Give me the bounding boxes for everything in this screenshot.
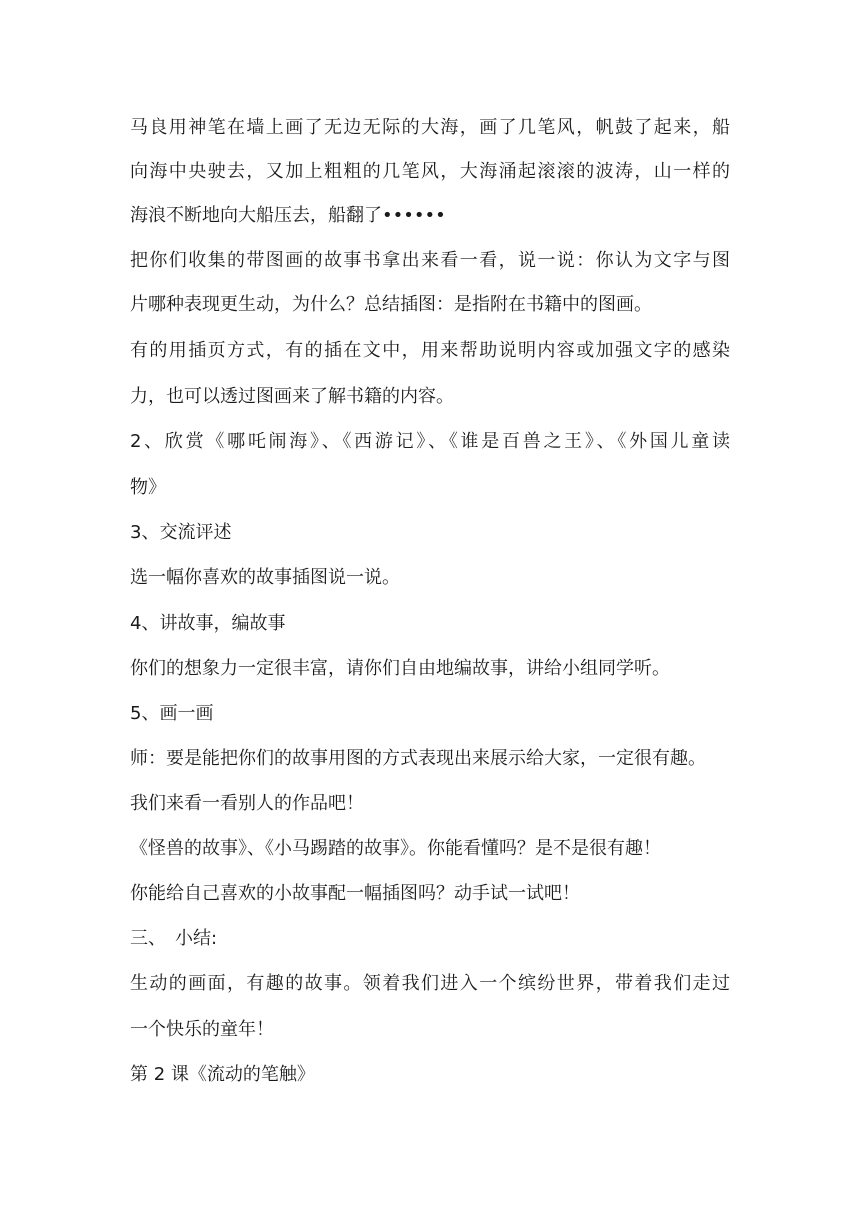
discussion-paragraph-line-1: 把你们收集的带图画的故事书拿出来看一看，说一说：你认为文字与图 xyxy=(130,250,730,271)
summary-line-1: 生动的画面，有趣的故事。领着我们进入一个缤纷世界，带着我们走过 xyxy=(130,973,730,994)
step-2-heading-line-1: 2、欣赏《哪吒闹海》、《西游记》、《谁是百兽之王》、《外国儿童读 xyxy=(130,431,730,452)
examples-line: 《怪兽的故事》、《小马踢踏的故事》。你能看懂吗？是不是很有趣！ xyxy=(130,838,661,859)
step-4-text: 你们的想象力一定很丰富，请你们自由地编故事，讲给小组同学听。 xyxy=(130,658,670,679)
summary-line-2: 一个快乐的童年！ xyxy=(130,1019,274,1040)
discussion-paragraph-line-2: 片哪种表现更生动，为什么？总结插图：是指附在书籍中的图画。 xyxy=(130,294,652,315)
step-3-text: 选一幅你喜欢的故事插图说一说。 xyxy=(130,567,400,588)
story-paragraph-line-3: 海浪不断地向大船压去，船翻了•••••• xyxy=(130,205,446,226)
try-it-line: 你能给自己喜欢的小故事配一幅插图吗？动手试一试吧！ xyxy=(130,883,580,904)
summary-heading: 三、 小结: xyxy=(130,928,218,949)
teacher-line-2: 我们来看一看别人的作品吧！ xyxy=(130,793,364,814)
illustration-paragraph-line-1: 有的用插页方式，有的插在文中，用来帮助说明内容或加强文字的感染 xyxy=(130,340,730,361)
step-2-heading-line-2: 物》 xyxy=(130,477,166,498)
step-5-heading: 5、画一画 xyxy=(130,703,214,724)
teacher-line-1: 师：要是能把你们的故事用图的方式表现出来展示给大家，一定很有趣。 xyxy=(130,748,706,769)
story-paragraph-line-2: 向海中央驶去，又加上粗粗的几笔风，大海涌起滚滚的波涛，山一样的 xyxy=(130,161,730,182)
lesson-2-title: 第 2 课《流动的笔触》 xyxy=(130,1064,315,1085)
step-4-heading: 4、讲故事，编故事 xyxy=(130,613,286,634)
story-paragraph-line-1: 马良用神笔在墙上画了无边无际的大海，画了几笔风，帆鼓了起来，船 xyxy=(130,117,730,138)
step-3-heading: 3、交流评述 xyxy=(130,522,232,543)
illustration-paragraph-line-2: 力，也可以透过图画来了解书籍的内容。 xyxy=(130,386,454,407)
